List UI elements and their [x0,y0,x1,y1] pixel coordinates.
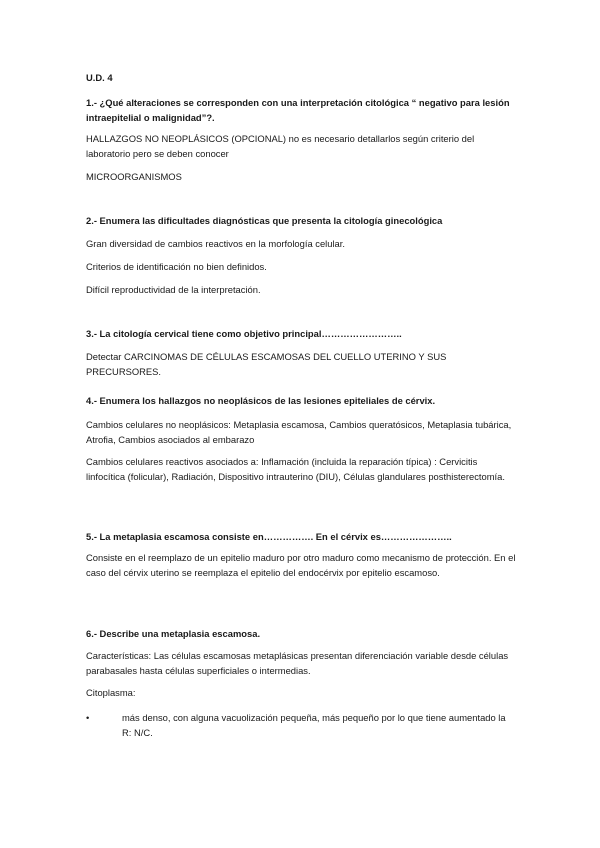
answer-2-paragraph-1: Gran diversidad de cambios reactivos en la morfología celular. [86,238,345,249]
unit-heading: U.D. 4 [86,72,113,83]
answer-6-paragraph-2: Citoplasma: [86,687,136,698]
bullet-text: más denso, con alguna vacuolización pequeña, más pequeño por lo que tiene aumentado la R: N/C. [122,712,506,738]
answer-6-paragraph-1: Características: Las células escamosas metaplásicas presentan diferenciación variable desde células parabasales hasta células superficiales o intermedias. [86,650,509,676]
question-3-title: 3.- La citología cervical tiene como objetivo principal…………………….. [86,328,402,339]
answer-3-paragraph-1: Detectar CARCINOMAS DE CÉLULAS ESCAMOSAS DEL CUELLO UTERINO Y SUS PRECURSORES. [86,351,447,377]
answer-1-paragraph-2: MICROORGANISMOS [86,171,182,182]
answer-1-paragraph-1: HALLAZGOS NO NEOPLÁSICOS (OPCIONAL) no es necesario detallarlos según criterio del laboratorio pero se deben conocer [86,133,475,159]
answer-4-paragraph-1: Cambios celulares no neoplásicos: Metaplasia escamosa, Cambios queratósicos, Metaplasia tubárica, Atrofia, Cambios asociados al embarazo [86,419,512,445]
question-1-title: 1.- ¿Qué alteraciones se corresponden con una interpretación citológica “ negativo para lesión intraepitelial o malignidad”?. [86,97,510,123]
question-6-title: 6.- Describe una metaplasia escamosa. [86,628,261,639]
answer-2-paragraph-2: Criterios de identificación no bien definidos. [86,261,267,272]
bullet-marker: • [86,712,90,723]
answer-6-bullet-item [86,710,516,740]
question-4-title: 4.- Enumera los hallazgos no neoplásicos de las lesiones epiteliales de cérvix. [86,395,436,406]
answer-2-paragraph-3: Difícil reproductividad de la interpretación. [86,284,261,295]
answer-5-paragraph-1: Consiste en el reemplazo de un epitelio maduro por otro maduro como mecanismo de protección. En el caso del cérvix uterino se reemplaza el epitelio del endocérvix por epitelio escamoso. [86,552,516,578]
question-2-title: 2.- Enumera las dificultades diagnósticas que presenta la citología ginecológica [86,215,443,226]
answer-4-paragraph-2: Cambios celulares reactivos asociados a: Inflamación (incluida la reparación típica) : Cervicitis linfocítica (folicular), Radiación, Dispositivo intrauterino (DIU), Células glandulares posthisterectomía. [86,456,505,482]
question-5-title: 5.- La metaplasia escamosa consiste en……………. En el cérvix es………………….. [86,531,452,542]
